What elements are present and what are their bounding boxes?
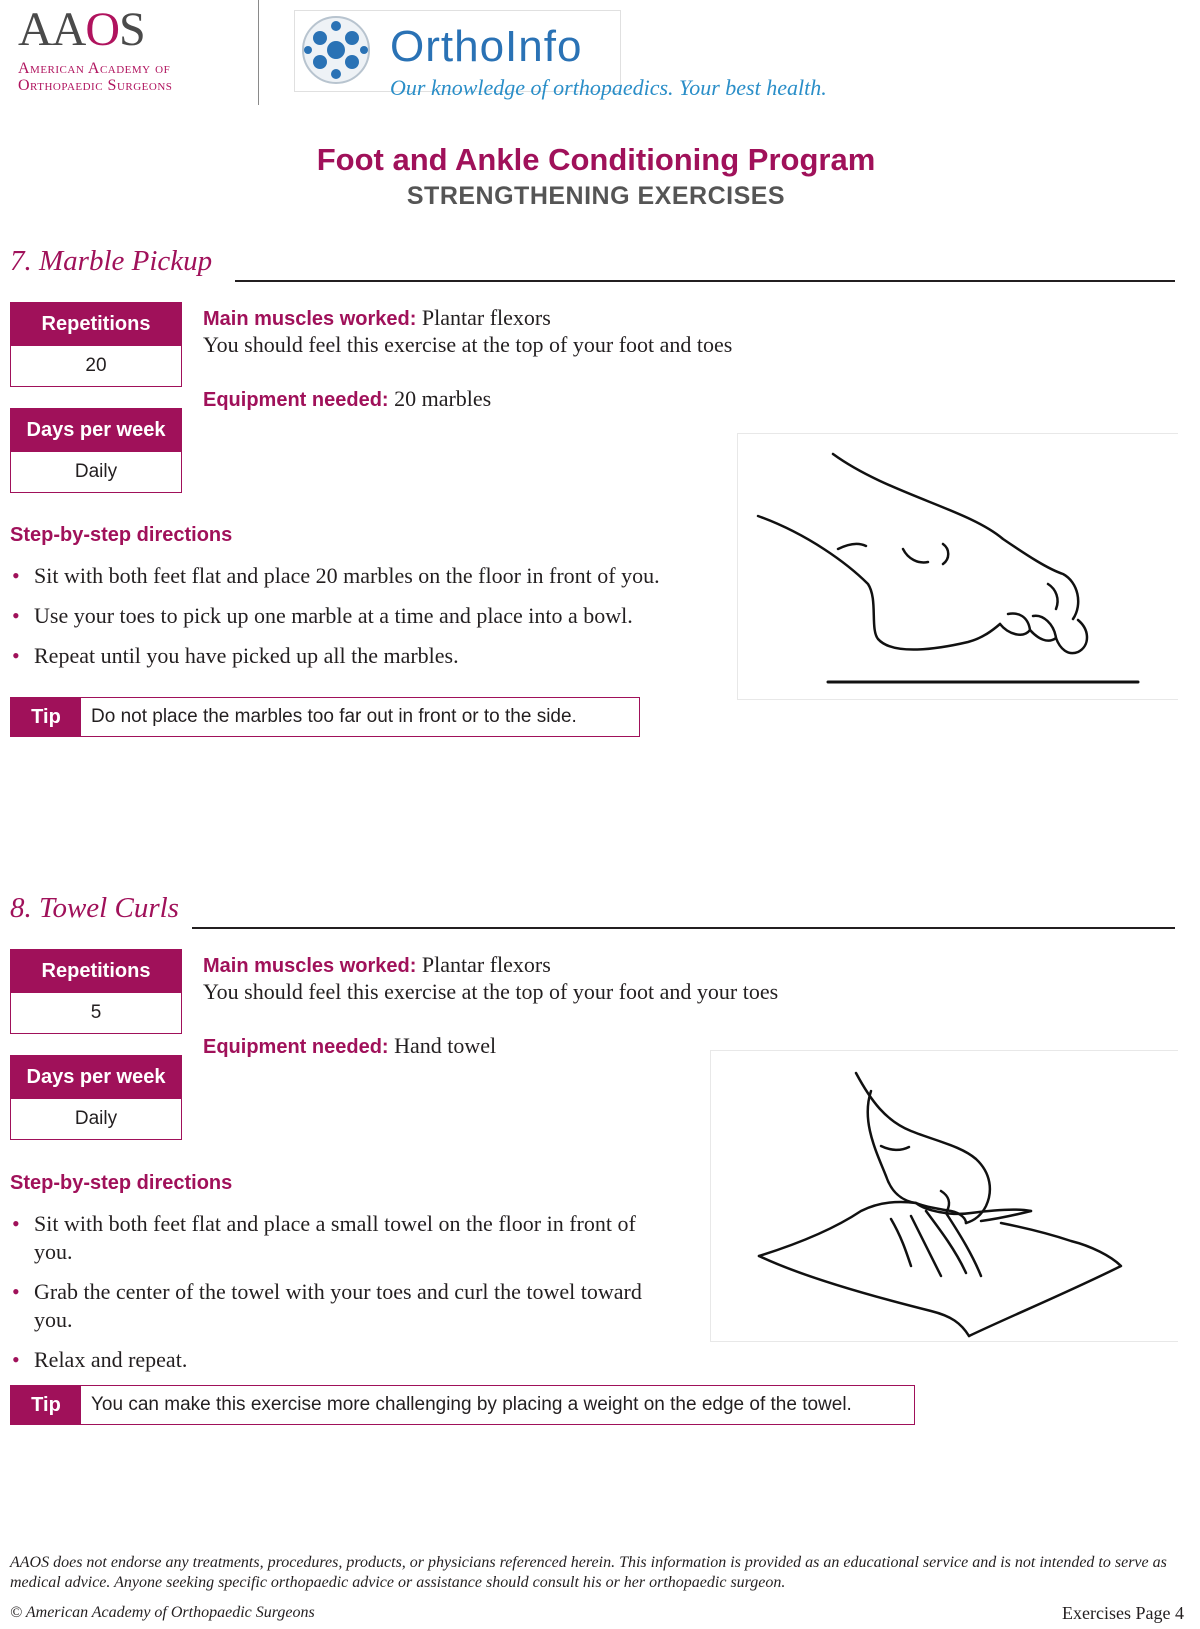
feel-description: You should feel this exercise at the top of your foot and toes [203, 332, 733, 357]
copyright-text: © American Academy of Orthopaedic Surgeons [10, 1604, 315, 1621]
repetitions-value: 20 [85, 355, 107, 376]
days-per-week-label: Days per week [11, 409, 181, 452]
towel-curls-illustration [710, 1050, 1178, 1342]
equipment-line [203, 386, 491, 412]
step-item: • Grab the center of the towel with your toes and curl the towel toward you. [10, 1278, 675, 1334]
document-subtitle: STRENGTHENING EXERCISES [406, 182, 786, 210]
main-muscles-line [203, 952, 551, 978]
step-list [10, 562, 740, 682]
main-muscles-label: Main muscles worked: [203, 308, 417, 330]
step-item: • Sit with both feet flat and place a small towel on the floor in front of you. [10, 1210, 675, 1266]
days-per-week-box [10, 408, 182, 493]
orthoinfo-wordmark: OrthoInfo [390, 22, 583, 71]
feel-description: You should feel this exercise at the top of your foot and your toes [203, 979, 779, 1004]
equipment-line [203, 1033, 496, 1059]
equipment-label: Equipment needed: [203, 1036, 389, 1058]
equipment-value: 20 marbles [394, 386, 492, 411]
days-per-week-value: Daily [74, 1108, 118, 1129]
steps-heading: Step-by-step directions [10, 1172, 233, 1194]
repetitions-box [10, 302, 182, 387]
main-muscles-value: Plantar flexors [421, 305, 551, 330]
repetitions-value: 5 [90, 1002, 102, 1023]
header-divider [258, 0, 259, 105]
steps-heading: Step-by-step directions [10, 524, 233, 546]
equipment-value: Hand towel [394, 1033, 497, 1058]
main-muscles-line [203, 305, 551, 331]
tip-label: Tip [11, 1386, 81, 1424]
step-list [10, 1210, 675, 1386]
document-title: Foot and Ankle Conditioning Program [316, 142, 876, 177]
step-item: • Relax and repeat. [10, 1346, 675, 1374]
exercise-title-rule [235, 280, 1175, 282]
days-per-week-box [10, 1055, 182, 1140]
aaos-logo-text: AA [18, 3, 86, 56]
exercise-title: 8. Towel Curls [10, 892, 179, 924]
aaos-logo-o: O [85, 3, 119, 56]
disclaimer-text: AAOS does not endorse any treatments, procedures, products, or physicians referenced herein. This information is provided as an educational service and is not intended to serve as medical advice. Anyone seeking specific orthopaedic advice or assistance should consult his or her orthopaedic surgeon. [10, 1554, 1167, 1591]
aaos-logo-text-end: S [119, 3, 145, 56]
marble-pickup-illustration [737, 433, 1178, 700]
orthoinfo-tagline: Our knowledge of orthopaedics. Your best health. [390, 75, 827, 100]
aaos-organization-name [18, 60, 172, 94]
tip-text: Do not place the marbles too far out in front or to the side. [91, 706, 577, 727]
step-item: • Sit with both feet flat and place 20 marbles on the floor in front of you. [10, 562, 740, 590]
exercise-title-rule [192, 927, 1175, 929]
orthoinfo-ball-icon [298, 14, 374, 86]
repetitions-box [10, 949, 182, 1034]
aaos-name-line2: Orthopaedic Surgeons [18, 77, 173, 94]
main-muscles-value: Plantar flexors [421, 952, 551, 977]
aaos-logo [18, 2, 145, 57]
tip-box [10, 1385, 915, 1425]
step-item: • Use your toes to pick up one marble at a time and place into a bowl. [10, 602, 740, 630]
days-per-week-value: Daily [74, 461, 118, 482]
equipment-label: Equipment needed: [203, 389, 389, 411]
tip-label: Tip [11, 698, 81, 736]
repetitions-label: Repetitions [11, 950, 181, 993]
aaos-name-line1: American Academy of [18, 60, 171, 77]
days-per-week-label: Days per week [11, 1056, 181, 1099]
main-muscles-label: Main muscles worked: [203, 955, 417, 977]
tip-text: You can make this exercise more challenging by placing a weight on the edge of the towel. [91, 1394, 852, 1415]
exercise-title: 7. Marble Pickup [10, 245, 213, 277]
tip-box [10, 697, 640, 737]
repetitions-label: Repetitions [11, 303, 181, 346]
step-item: • Repeat until you have picked up all the marbles. [10, 642, 740, 670]
page-number: Exercises Page 4 [1062, 1603, 1184, 1623]
